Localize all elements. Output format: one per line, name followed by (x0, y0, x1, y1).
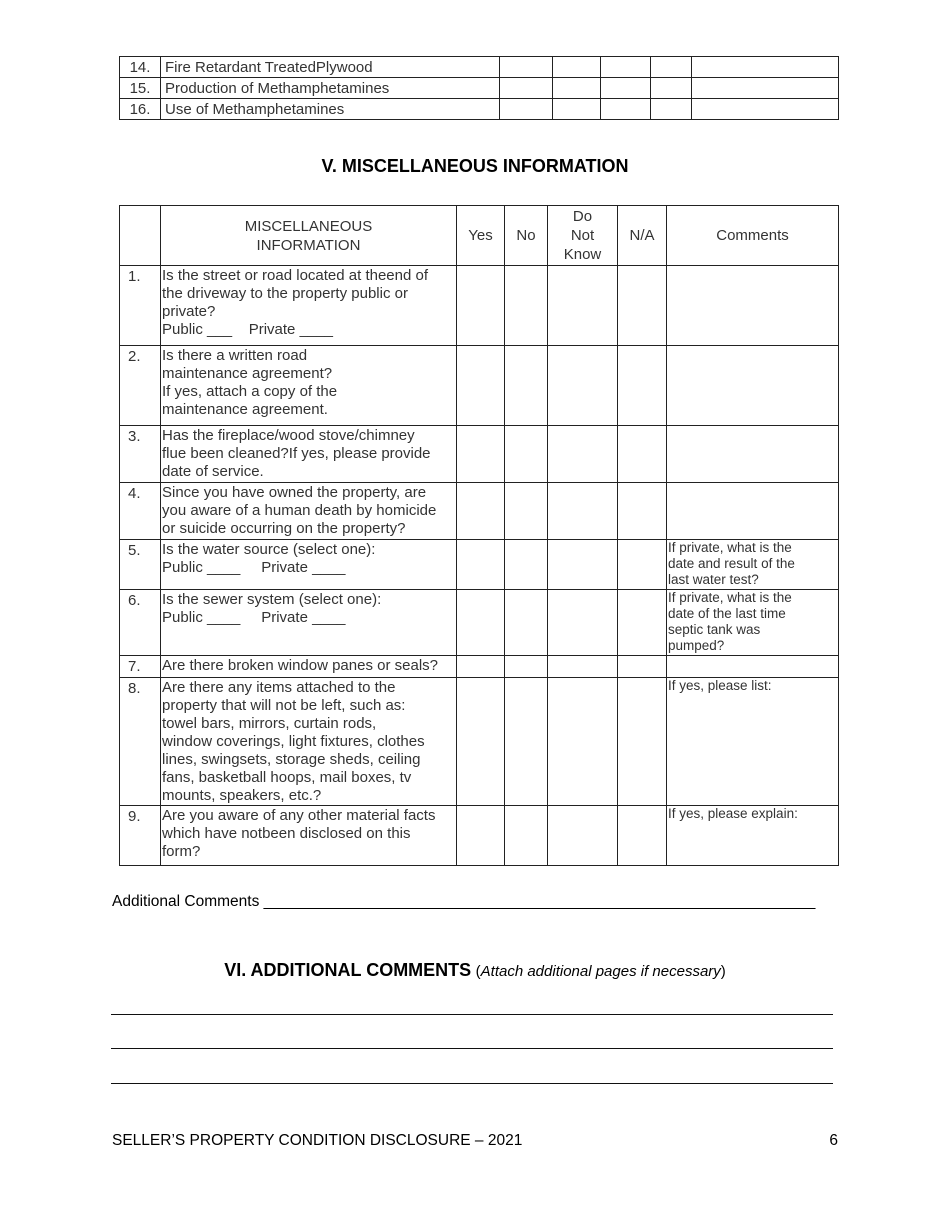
do-not-know-cell[interactable] (548, 590, 618, 656)
header-no: No (505, 206, 548, 266)
question-text (161, 426, 457, 483)
comment-cell[interactable] (667, 656, 839, 678)
table-header-row (120, 206, 839, 266)
comment-cell[interactable] (667, 426, 839, 483)
comment-prompt: If private, what is the date and result of the last water test? (668, 540, 795, 587)
question-text (161, 540, 457, 590)
question-line: Are you aware of any other material facts (162, 807, 436, 824)
question-line: towel bars, mirrors, curtain rods, (162, 715, 377, 732)
row-number: 14. (120, 57, 161, 78)
no-cell[interactable] (505, 656, 548, 678)
question-line: you aware of a human death by homicide (162, 502, 437, 519)
na-cell[interactable] (618, 806, 667, 866)
header-do-not-know-label: Do Not Know (563, 208, 602, 263)
na-cell[interactable] (618, 426, 667, 483)
question-text (161, 346, 457, 426)
yes-cell[interactable] (457, 806, 505, 866)
question-text (161, 678, 457, 806)
no-cell[interactable] (505, 678, 548, 806)
row-number: 6. (120, 590, 161, 656)
no-cell[interactable] (505, 540, 548, 590)
page-number: 6 (829, 1132, 838, 1149)
answer-cell[interactable] (601, 57, 651, 78)
row-number: 15. (120, 78, 161, 99)
row-description: Use of Methamphetamines (161, 99, 500, 120)
answer-cell[interactable] (601, 99, 651, 120)
question-line: Is there a written road (162, 347, 308, 364)
question-line: private? (162, 303, 216, 320)
question-line: form? (162, 843, 201, 860)
table-row (120, 540, 839, 590)
question-line: Has the fireplace/wood stove/chimney (162, 427, 415, 444)
question-line: which have notbeen disclosed on this (162, 825, 411, 842)
table-row (120, 806, 839, 866)
question-line: flue been cleaned?If yes, please provide (162, 445, 431, 462)
additional-comments-field (112, 893, 815, 911)
do-not-know-cell[interactable] (548, 346, 618, 426)
comment-cell[interactable] (667, 266, 839, 346)
table-row (120, 57, 839, 78)
no-cell[interactable] (505, 483, 548, 540)
comment-prompt: If private, what is the date of the last time septic tank was pumped? (668, 590, 792, 653)
yes-cell[interactable] (457, 346, 505, 426)
hazard-table-continued (119, 56, 839, 120)
section-6-note: Attach additional pages if necessary (480, 963, 721, 980)
question-line: Is the sewer system (select one): (162, 591, 382, 608)
yes-cell[interactable] (457, 590, 505, 656)
section-5-title: V. MISCELLANEOUS INFORMATION (321, 156, 629, 176)
question-text (161, 483, 457, 540)
question-text (161, 266, 457, 346)
row-number: 4. (120, 483, 161, 540)
yes-cell[interactable] (457, 540, 505, 590)
row-number: 7. (120, 656, 161, 678)
question-line: Public ____ Private ____ (162, 609, 346, 626)
answer-cell[interactable] (651, 78, 692, 99)
yes-cell[interactable] (457, 678, 505, 806)
comment-cell[interactable] (692, 57, 839, 78)
no-cell[interactable] (505, 426, 548, 483)
do-not-know-cell[interactable] (548, 483, 618, 540)
question-line: or suicide occurring on the property? (162, 520, 406, 537)
question-line: Public ____ Private ____ (162, 559, 346, 576)
comment-line-3[interactable] (111, 1083, 833, 1084)
no-cell[interactable] (505, 590, 548, 656)
table-row (120, 678, 839, 806)
header-number (120, 206, 161, 266)
na-cell[interactable] (618, 483, 667, 540)
table-row (120, 266, 839, 346)
row-number: 16. (120, 99, 161, 120)
header-item (161, 206, 457, 266)
comment-line-1[interactable] (111, 1014, 833, 1015)
question-text (161, 656, 457, 678)
question-line: property that will not be left, such as: (162, 697, 406, 714)
yes-cell[interactable] (457, 426, 505, 483)
na-cell[interactable] (618, 266, 667, 346)
answer-cell[interactable] (553, 99, 601, 120)
answer-cell[interactable] (500, 57, 553, 78)
answer-cell[interactable] (651, 99, 692, 120)
question-line: window coverings, light fixtures, clothes (162, 733, 425, 750)
header-comments: Comments (667, 206, 839, 266)
do-not-know-cell[interactable] (548, 426, 618, 483)
answer-cell[interactable] (500, 99, 553, 120)
yes-cell[interactable] (457, 483, 505, 540)
yes-cell[interactable] (457, 656, 505, 678)
question-line: fans, basketball hoops, mail boxes, tv (162, 769, 412, 786)
question-text (161, 590, 457, 656)
do-not-know-cell[interactable] (548, 540, 618, 590)
comment-cell[interactable] (667, 540, 839, 590)
row-number: 5. (120, 540, 161, 590)
comment-cell[interactable] (667, 590, 839, 656)
row-description: Production of Methamphetamines (161, 78, 500, 99)
do-not-know-cell[interactable] (548, 656, 618, 678)
comment-cell[interactable] (667, 346, 839, 426)
question-line: Is the water source (select one): (162, 541, 376, 558)
question-line: Are there broken window panes or seals? (162, 657, 438, 674)
header-do-not-know (548, 206, 618, 266)
question-line: lines, swingsets, storage sheds, ceiling (162, 751, 421, 768)
question-line: Since you have owned the property, are (162, 484, 427, 501)
footer-title: SELLER’S PROPERTY CONDITION DISCLOSURE – 2021 (112, 1132, 523, 1149)
comment-prompt: If yes, please list: (668, 678, 772, 693)
na-cell[interactable] (618, 540, 667, 590)
na-cell[interactable] (618, 656, 667, 678)
comment-cell[interactable] (692, 99, 839, 120)
answer-cell[interactable] (553, 78, 601, 99)
question-line: Public ___ Private ____ (162, 321, 333, 338)
row-number: 1. (120, 266, 161, 346)
no-cell[interactable] (505, 266, 548, 346)
row-number: 2. (120, 346, 161, 426)
question-line: the driveway to the property public or (162, 285, 408, 302)
row-number: 3. (120, 426, 161, 483)
table-row (120, 483, 839, 540)
comment-cell[interactable] (667, 806, 839, 866)
additional-comments-label: Additional Comments (112, 893, 260, 910)
no-cell[interactable] (505, 346, 548, 426)
do-not-know-cell[interactable] (548, 266, 618, 346)
na-cell[interactable] (618, 590, 667, 656)
miscellaneous-information-table (119, 205, 839, 866)
row-number: 8. (120, 678, 161, 806)
table-row (120, 656, 839, 678)
do-not-know-cell[interactable] (548, 678, 618, 806)
table-row (120, 590, 839, 656)
row-number: 9. (120, 806, 161, 866)
question-line: mounts, speakers, etc.? (162, 787, 322, 804)
question-line: date of service. (162, 463, 264, 480)
comment-cell[interactable] (667, 678, 839, 806)
comment-cell[interactable] (667, 483, 839, 540)
table-row (120, 346, 839, 426)
section-6-title: VI. ADDITIONAL COMMENTS (224, 960, 472, 980)
row-description: Fire Retardant TreatedPlywood (161, 57, 500, 78)
table-row (120, 78, 839, 99)
question-line: maintenance agreement? (162, 365, 333, 382)
header-item-label: MISCELLANEOUS INFORMATION (244, 217, 373, 254)
section-6-note-open: ( (475, 963, 481, 980)
table-row (120, 426, 839, 483)
comment-line-2[interactable] (111, 1048, 833, 1049)
answer-cell[interactable] (500, 78, 553, 99)
question-line: maintenance agreement. (162, 401, 328, 418)
section-6-heading (0, 960, 950, 981)
answer-cell[interactable] (553, 57, 601, 78)
question-text (161, 806, 457, 866)
question-line: Is the street or road located at theend of (162, 267, 429, 284)
no-cell[interactable] (505, 806, 548, 866)
do-not-know-cell[interactable] (548, 806, 618, 866)
comment-cell[interactable] (692, 78, 839, 99)
header-na: N/A (618, 206, 667, 266)
section-6-note-close: ) (720, 963, 726, 980)
answer-cell[interactable] (601, 78, 651, 99)
question-line: If yes, attach a copy of the (162, 383, 338, 400)
header-yes: Yes (457, 206, 505, 266)
na-cell[interactable] (618, 678, 667, 806)
table-row (120, 99, 839, 120)
additional-comments-line[interactable]: ________________________________________________________________ (263, 893, 816, 910)
answer-cell[interactable] (651, 57, 692, 78)
question-line: Are there any items attached to the (162, 679, 396, 696)
yes-cell[interactable] (457, 266, 505, 346)
na-cell[interactable] (618, 346, 667, 426)
comment-prompt: If yes, please explain: (668, 806, 798, 821)
